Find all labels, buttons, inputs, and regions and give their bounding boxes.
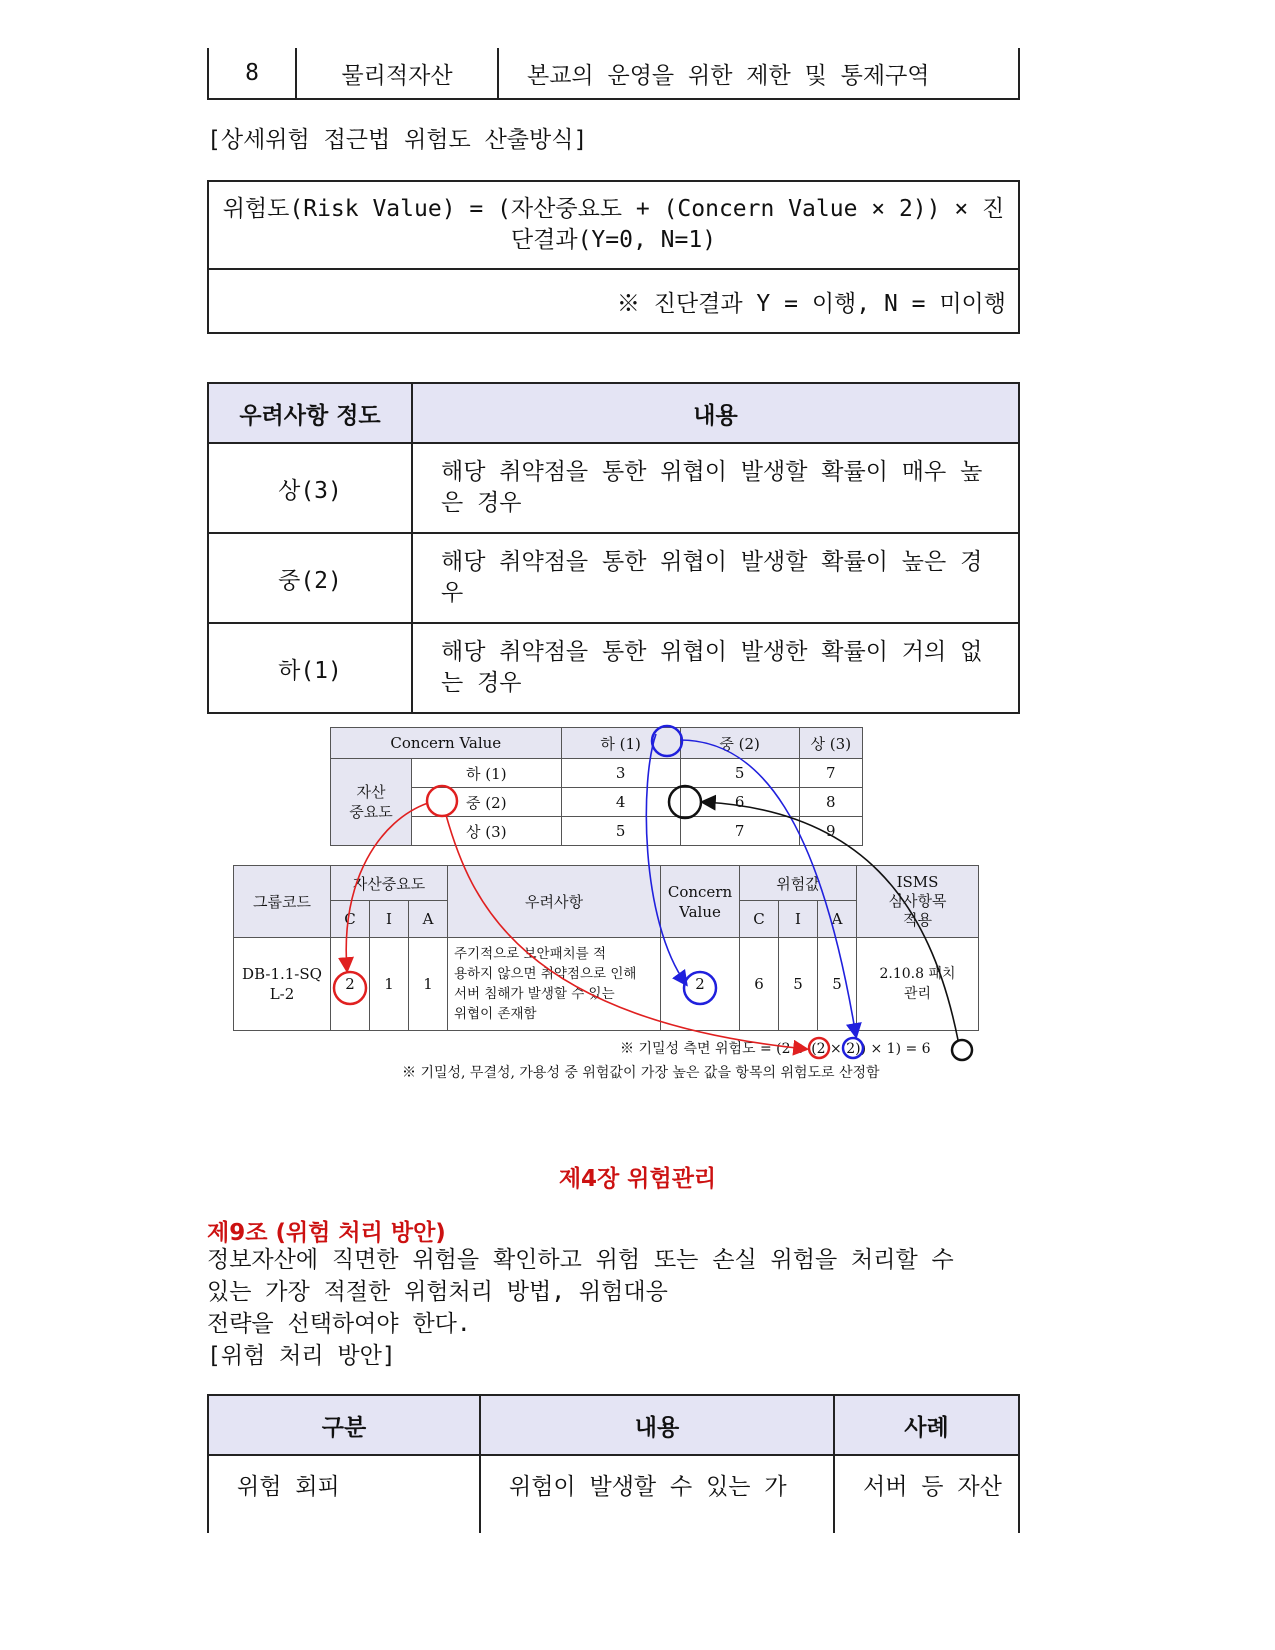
asset-row-desc: 본교의 운영을 위한 제한 및 통제구역: [498, 48, 1019, 99]
detail-h-concern: 우려사항: [448, 866, 661, 938]
treatment-content: 위험이 발생할 수 있는 가: [480, 1455, 834, 1533]
concern-level: 중(2): [208, 533, 412, 623]
detail-h-isms: [857, 866, 979, 938]
formula-line1: 위험도(Risk Value) = (자산중요도 + (Concern Value × 2)) × 진: [222, 196, 1005, 222]
risk-detail-table: [233, 865, 979, 1031]
asset-row-table: [207, 48, 1020, 100]
detail-asset-c: 2: [331, 938, 370, 1031]
matrix-row-label: 하 (1): [412, 759, 562, 788]
article-body-line: [위험 처리 방안]: [207, 1343, 396, 1369]
detail-concern-line: 위협이 존재함: [454, 1006, 537, 1022]
matrix-row-group-line: 자산: [356, 783, 386, 801]
detail-h-cv-line: Concern: [667, 882, 733, 901]
treatment-type: 위험 회피: [208, 1455, 480, 1533]
circle-note-result: [952, 1040, 972, 1060]
detail-h-isms-line: 심사항목: [888, 892, 947, 910]
treatment-header-content: 내용: [480, 1395, 834, 1455]
figure-note-1: [620, 1038, 931, 1058]
detail-h-a2: A: [818, 901, 857, 938]
detail-isms-line: 관리: [903, 986, 932, 1002]
table-row: [208, 623, 1019, 713]
detail-concern: [448, 938, 661, 1031]
detail-group-code-line: L-2: [269, 985, 295, 1003]
matrix-corner: Concern Value: [331, 728, 562, 759]
matrix-row-label: 상 (3): [412, 817, 562, 846]
detail-h-a: A: [409, 901, 448, 938]
detail-h-i2: I: [779, 901, 818, 938]
detail-asset-a: 1: [409, 938, 448, 1031]
matrix-cell: 6: [680, 788, 799, 817]
matrix-cell: 4: [561, 788, 680, 817]
concern-level: 상(3): [208, 443, 412, 533]
matrix-cell: 7: [799, 759, 862, 788]
concern-header-level: 우려사항 정도: [208, 383, 412, 443]
detail-h-isms-line: ISMS: [896, 873, 939, 891]
concern-header-content: 내용: [412, 383, 1019, 443]
treatment-table: [207, 1394, 1020, 1533]
concern-table: [207, 382, 1020, 714]
treatment-header-type: 구분: [208, 1395, 480, 1455]
detail-h-c: C: [331, 901, 370, 938]
detail-h-group-code: 그룹코드: [234, 866, 331, 938]
note1-suffix: × 2)) × 1) =: [825, 1041, 922, 1057]
detail-h-c2: C: [740, 901, 779, 938]
formula-line2: 단결과(Y=0, N=1): [510, 227, 717, 253]
concern-content: [412, 443, 1019, 533]
detail-risk-a: 5: [818, 938, 857, 1031]
matrix-cell: 7: [680, 817, 799, 846]
detail-h-isms-line: 적용: [903, 911, 932, 929]
detail-group-code: [234, 938, 331, 1031]
formula-note: ※ 진단결과 Y = 이행, N = 미이행: [208, 269, 1019, 333]
concern-level: 하(1): [208, 623, 412, 713]
note1-value-a: 2: [781, 1041, 791, 1057]
note1-value-b: 2: [816, 1041, 826, 1057]
matrix-cell: 9: [799, 817, 862, 846]
note1-prefix: ※ 기밀성 측면 위험도 = (: [620, 1041, 782, 1057]
chapter-title: 제4장 위험관리: [558, 1166, 717, 1192]
matrix-row-group: [331, 759, 412, 846]
detail-h-cv-line: Value: [679, 902, 721, 921]
note1-result: 6: [921, 1041, 931, 1057]
detail-concern-line: 용하지 않으면 취약점으로 인해: [454, 966, 637, 982]
matrix-cell: 5: [680, 759, 799, 788]
note1-plus: + (: [790, 1041, 817, 1057]
detail-cv: 2: [661, 938, 740, 1031]
detail-concern-line: 주기적으로 보안패치를 적: [454, 946, 607, 962]
concern-content: [412, 533, 1019, 623]
detail-h-asset: 자산중요도: [331, 866, 448, 901]
concern-content-line: 는 경우: [441, 670, 522, 696]
asset-row-category: 물리적자산: [296, 48, 498, 99]
formula-cell: [208, 181, 1019, 269]
article-body-line: 있는 가장 적절한 위험처리 방법, 위험대응: [207, 1279, 668, 1305]
method-title: [상세위험 접근법 위험도 산출방식]: [207, 127, 588, 153]
concern-content: [412, 623, 1019, 713]
matrix-col-header: 중 (2): [680, 728, 799, 759]
detail-group-code-line: DB-1.1-SQ: [242, 965, 322, 983]
matrix-cell: 5: [561, 817, 680, 846]
treatment-example: 서버 등 자산: [834, 1455, 1019, 1533]
table-row: [208, 443, 1019, 533]
asset-row-num: 8: [208, 48, 296, 99]
risk-matrix: [330, 727, 863, 846]
formula-box: [207, 180, 1020, 334]
matrix-col-header: 하 (1): [561, 728, 680, 759]
detail-h-i: I: [370, 901, 409, 938]
figure-note-2: ※ 기밀성, 무결성, 가용성 중 위험값이 가장 높은 값을 항목의 위험도로 산정함: [402, 1065, 880, 1081]
detail-h-risk: 위험값: [740, 866, 857, 901]
detail-h-cv: [661, 866, 740, 938]
detail-risk-c: 6: [740, 938, 779, 1031]
article-body-line: 전략을 선택하여야 한다.: [207, 1311, 471, 1337]
matrix-col-header: 상 (3): [799, 728, 862, 759]
detail-isms: [857, 938, 979, 1031]
article-body-line: 정보자산에 직면한 위험을 확인하고 위험 또는 손실 위험을 처리할 수: [207, 1247, 954, 1273]
matrix-row-label: 중 (2): [412, 788, 562, 817]
matrix-cell: 3: [561, 759, 680, 788]
detail-concern-line: 서버 침해가 발생할 수 있는: [454, 986, 615, 1002]
table-row: [208, 533, 1019, 623]
article-title: 제9조 (위험 처리 방안): [207, 1220, 446, 1246]
treatment-header-example: 사례: [834, 1395, 1019, 1455]
detail-asset-i: 1: [370, 938, 409, 1031]
concern-content-line: 우: [441, 580, 464, 606]
matrix-cell: 8: [799, 788, 862, 817]
article-body: [207, 1244, 1020, 1372]
concern-content-line: 해당 취약점을 통한 위협이 발생할 확률이 높은 경: [441, 549, 983, 575]
detail-isms-line: 2.10.8 패치: [879, 966, 956, 982]
concern-content-line: 해당 취약점을 통한 위협이 발생한 확률이 거의 없: [441, 639, 983, 665]
concern-content-line: 해당 취약점을 통한 위협이 발생할 확률이 매우 높: [441, 459, 983, 485]
detail-risk-i: 5: [779, 938, 818, 1031]
concern-content-line: 은 경우: [441, 490, 522, 516]
table-row: [208, 1455, 1019, 1533]
matrix-row-group-line: 중요도: [349, 803, 393, 821]
